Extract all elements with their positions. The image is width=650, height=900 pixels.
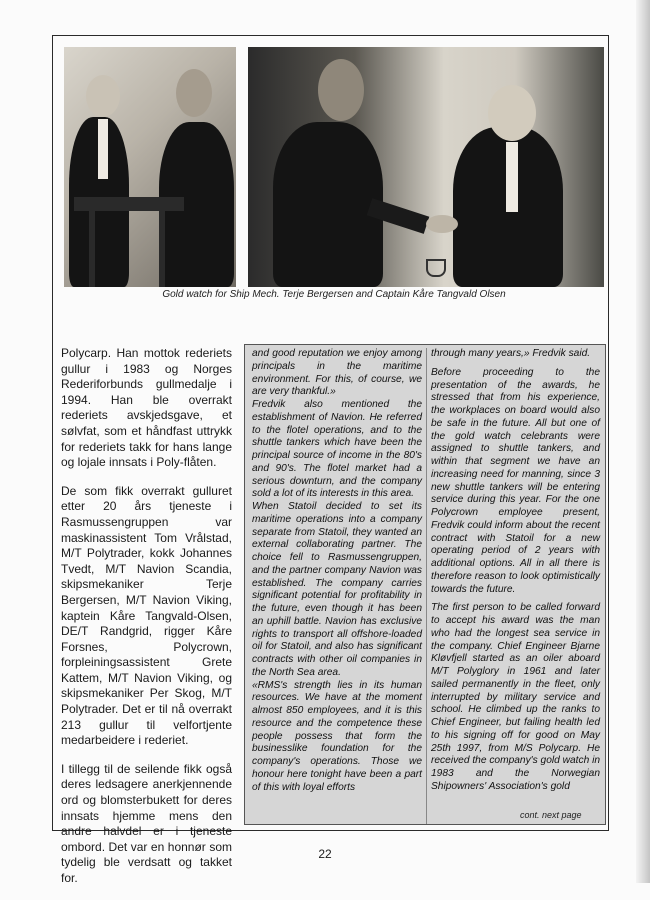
photo-gold-watch-left bbox=[64, 47, 236, 287]
person-head bbox=[86, 75, 120, 117]
person-shirt bbox=[506, 142, 518, 212]
paragraph: through many years,» Fredvik said. bbox=[431, 348, 591, 359]
paragraph: When Statoil decided to set its maritime operations into a company separate from Statoil, they wanted an external collaborating partner. The choice fell to Rasmussengruppen, and the partner company Navion was established. The company carries significant potential for profitability in the future, even though it has been an uphill battle. Navion has exclusive rights to transport all offshore-loaded oil for Statoil, and also has significant contracts with other oil companies in the North Sea area. bbox=[252, 501, 422, 678]
page-edge-shadow bbox=[636, 0, 650, 883]
paragraph: I tillegg til de seilende fikk også deres ledsagere anerkjennende ord og blomsterbukett for deres innsats hjemme mens den andre halvdel er i tjeneste ombord. Det var en honnør som tydelig ble verdsatt og takket for. bbox=[61, 761, 232, 885]
person-head bbox=[176, 69, 212, 117]
english-column-b bbox=[431, 348, 600, 794]
photo-caption: Gold watch for Ship Mech. Terje Bergersen and Captain Kåre Tangvald Olsen bbox=[162, 289, 506, 300]
handshake bbox=[426, 215, 458, 233]
person-shirt bbox=[98, 119, 108, 179]
person-figure bbox=[273, 122, 383, 287]
paragraph: De som fikk overrakt gulluret etter 20 års tjeneste i Rasmussengruppen var maskinassistent Tom Vrålstad, M/T Polytrader, kokk Johannes Tvedt, M/T Navion Scandia, skipsmekaniker Terje Bergersen, M/T Navion Viking, kaptein Kåre Tangvald-Olsen, DE/T Randgrid, rigger Kåre Forsnes, Polycrown, forpleiningsassistent Grete Kattem, M/T Navion Viking, og skipsmekaniker Per Skog, M/T Polytrader. Det er til nå overrakt 213 gullur til velfortjente medarbeidere i rederiet. bbox=[61, 483, 232, 748]
norwegian-text-column bbox=[61, 346, 232, 900]
person-head bbox=[488, 85, 536, 141]
paragraph: Fredvik also mentioned the establishment of Navion. He referred to the flotel operations, and to the shuttle tankers which have been the principal source of income in the 80's and 90's. The flotel market had a serious downturn, and the company sold a lot of its interests in this area. bbox=[252, 399, 422, 500]
lectern-leg bbox=[89, 211, 95, 287]
paragraph: and good reputation we enjoy among principals in the maritime environment. For this, of course, we are very thankful.» bbox=[252, 348, 422, 398]
photo-gold-watch-handshake bbox=[248, 47, 604, 287]
continued-label: cont. next page bbox=[520, 810, 582, 820]
english-column-a bbox=[252, 348, 422, 794]
emblem-icon bbox=[426, 259, 446, 277]
paragraph: Before proceeding to the presentation of the awards, he stressed that from his experience, the workplaces on board would also be safe in the future. All but one of the gold watch celebrants were assigned to shuttle tankers, and within that segment we have an increasing need for manning, since 3 new shuttle tankers will be entering service during this year. For the one Polycrown employee present, Fredvik could inform about the recent contract with Statoil for a new operating period of 2 years with additional options. All in all there is therefore reason to look optimistically towards the future. bbox=[431, 366, 600, 595]
paragraph: The first person to be called forward to accept his award was the man who had the longest sea service in the company. Chief Engineer Bjarne Kløvfjell started as an oiler aboard M/T Polyglory in 1961 and later sailed permanently in the fleet, only interrupted by military service and school. He climbed up the ranks to Chief Engineer, but failing health led to his signing off for good on May 25th 1997, from M/S Polycarp. He received the company's gold watch in 1983 and the Norwegian Shipowners' Association's gold bbox=[431, 602, 600, 792]
paragraph: Polycarp. Han mottok rederiets gullur i 1983 og Norges Rederiforbunds gullmedalje i 1994. Han ble overrakt rederiets avskjedsgave, et sølvfat, som et håndfast uttrykk for rederiets takk for hans lange og lojale innsats i Poly-flåten. bbox=[61, 346, 232, 470]
column-divider bbox=[426, 348, 427, 824]
page-number: 22 bbox=[318, 847, 332, 861]
person-head bbox=[318, 59, 364, 121]
lectern bbox=[74, 197, 184, 211]
paragraph: «RMS's strength lies in its human resources. We have at the moment almost 850 employees, and it is this resource and the competence these people possess that form the businesslike foundation for the company's operations. Those we honour here tonight have been a part of this with loyal efforts bbox=[252, 679, 422, 793]
lectern-leg bbox=[159, 211, 165, 287]
